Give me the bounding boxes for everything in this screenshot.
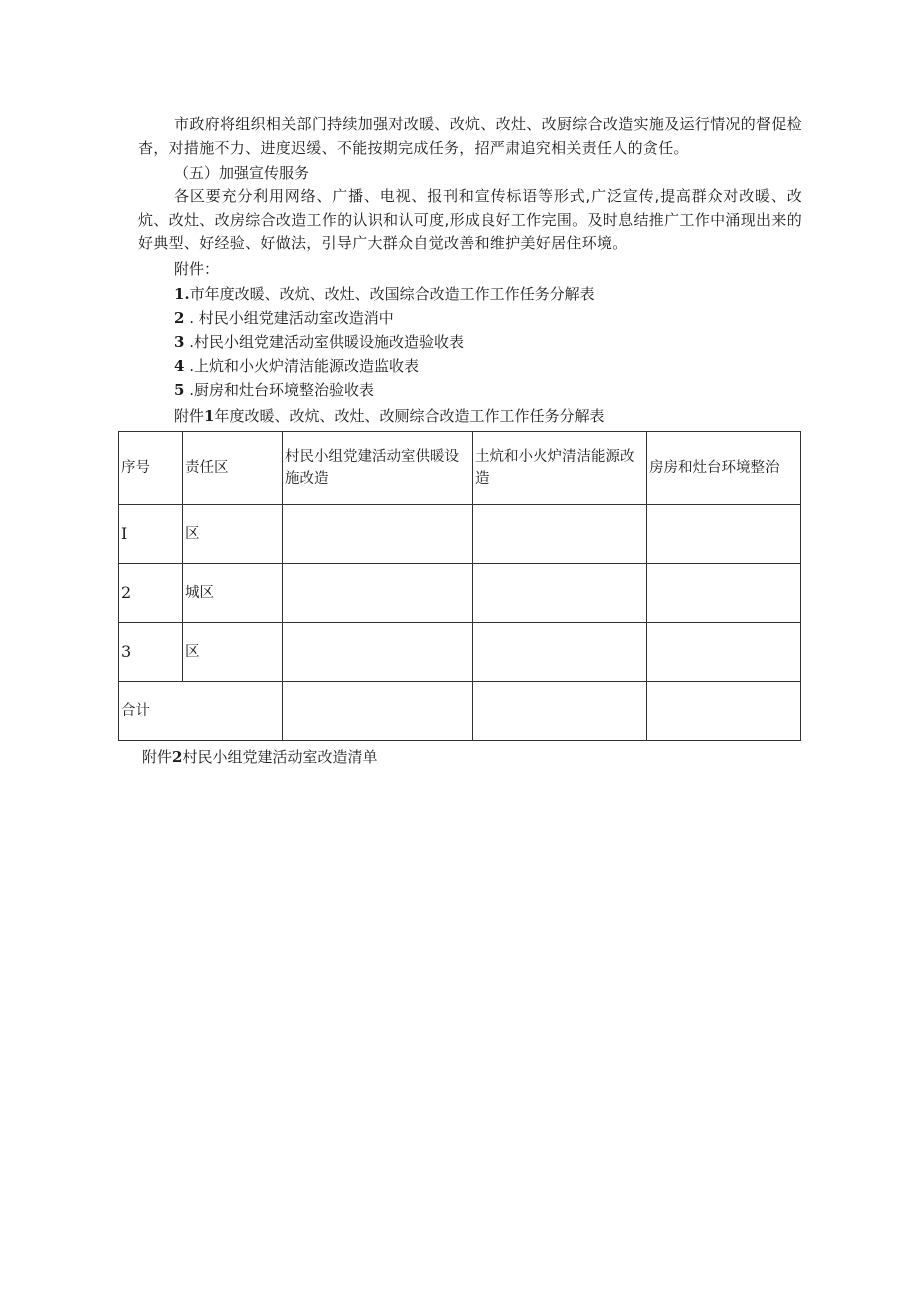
cell-empty (647, 682, 801, 741)
row-number: 2 (119, 564, 183, 623)
attachment-number: 2 (174, 309, 185, 327)
caption-number: 2 (172, 748, 183, 766)
table-row (119, 505, 801, 564)
header-kang-stove: 土炕和小火炉清洁能源改造 (473, 432, 647, 505)
table-total-row (119, 682, 801, 741)
attachment-text: 市年度改暖、改炕、改灶、改国综合改造工作工作任务分解表 (189, 285, 595, 303)
attachments-label: 附件： (174, 260, 220, 278)
cell-empty (283, 623, 473, 682)
attachment-text: .村民小组党建活动室供暖设施改造验收表 (184, 333, 464, 351)
attachment-number: 3 (174, 333, 185, 351)
header-kitchen: 房房和灶台环境整治 (647, 432, 801, 505)
caption-text: 年度改暖、改炕、改灶、改厕综合改造工作工作任务分解表 (214, 407, 605, 425)
cell-empty (647, 505, 801, 564)
cell-empty (473, 623, 647, 682)
attachment-text: . 村民小组党建活动室改造消中 (184, 309, 394, 327)
cell-empty (473, 505, 647, 564)
attachment-number: 4 (174, 357, 185, 375)
row-number: I (119, 505, 183, 564)
row-area: 城区 (183, 564, 283, 623)
section-heading-5: （五）加强宣传服务 (174, 164, 310, 182)
row-area: 区 (183, 623, 283, 682)
table-row (119, 564, 801, 623)
attachment-text: .厨房和灶台环境整治验收表 (184, 381, 374, 399)
cell-empty (283, 682, 473, 741)
cell-empty (473, 564, 647, 623)
table-row (119, 623, 801, 682)
caption-text: 村民小组党建活动室改造清单 (182, 748, 378, 766)
attachment-text: .上炕和小火炉清洁能源改造监收表 (184, 357, 419, 375)
caption-prefix: 附件 (142, 748, 173, 766)
attachment-number: 1. (174, 285, 190, 303)
attachment-item-4 (174, 355, 419, 378)
cell-empty (283, 564, 473, 623)
row-area: 区 (183, 505, 283, 564)
attachment-item-2 (174, 307, 394, 330)
publicity-paragraph: 各区要充分利用网络、广播、电视、报刊和宣传标语等形式,广泛宣传,提高群众对改暖、改炕、改灶、改房综合改造工作的认识和认可度,形成良好工作完围。及时息结推广工作中涌现出来的好典型、好经验、好做法，引导广大群众自觉改善和维护美好居住环境。 (138, 187, 802, 252)
cell-empty (647, 623, 801, 682)
supervision-paragraph: 市政府将组织相关部门持续加强对改暖、改炕、改灶、改厨综合改造实施及运行情况的督促检杳，对措施不力、进度迟缓、不能按期完成任务，招严肃追究相关责任人的贪任。 (138, 115, 802, 157)
cell-empty (647, 564, 801, 623)
row-number: 3 (119, 623, 183, 682)
attachment-item-3 (174, 331, 464, 354)
header-area: 责任区 (183, 432, 283, 505)
table-header-row (119, 432, 801, 505)
header-heating: 村民小组党建活动室供暖设施改造 (283, 432, 473, 505)
attachment-item-5 (174, 379, 374, 402)
attachment-number: 5 (174, 381, 185, 399)
caption-number: 1 (204, 407, 215, 425)
task-breakdown-table (118, 431, 801, 741)
footer-caption (142, 746, 377, 769)
attachment-item-1 (174, 283, 595, 306)
caption-prefix: 附件 (174, 407, 205, 425)
table-caption (174, 405, 604, 428)
cell-empty (473, 682, 647, 741)
total-label: 合计 (119, 682, 283, 741)
cell-empty (283, 505, 473, 564)
header-serial: 序号 (119, 432, 183, 505)
